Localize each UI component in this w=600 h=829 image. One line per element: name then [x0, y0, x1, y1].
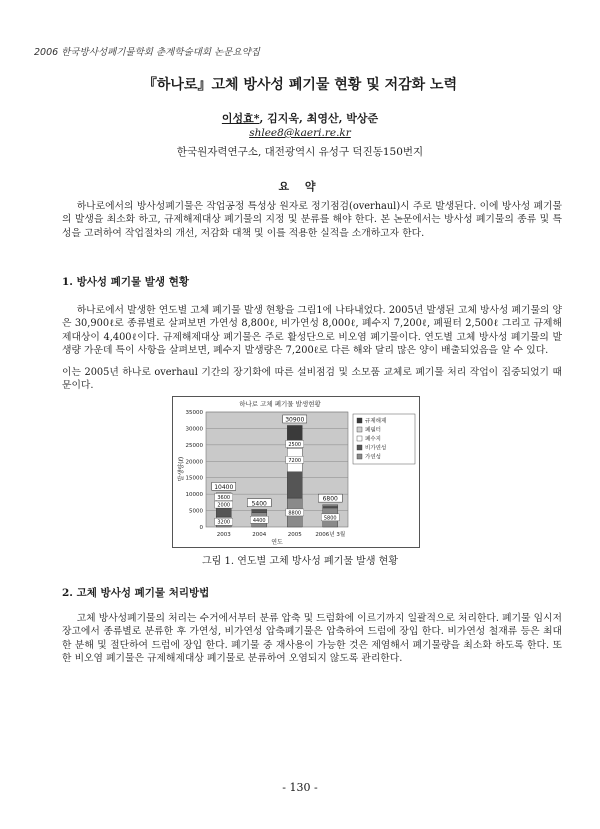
y-tick-label: 5000 [189, 508, 203, 515]
legend-swatch [357, 436, 362, 441]
data-label: 5800 [323, 515, 337, 522]
author-list [0, 110, 600, 126]
data-label: 7200 [288, 457, 302, 464]
data-label: 3600 [217, 495, 231, 502]
section1-heading: 1. 방사성 폐기물 발생 현황 [62, 276, 190, 288]
paper-title: 『하나로』고체 방사성 폐기물 현황 및 저감화 노력 [142, 77, 458, 93]
waste-generation-chart [172, 396, 420, 548]
legend-swatch [357, 427, 362, 432]
legend-label: 비가연성 [365, 445, 387, 452]
affiliation: 한국원자력연구소, 대전광역시 유성구 덕진동150번지 [176, 146, 424, 158]
bar-segment [323, 506, 338, 508]
bar-segment [252, 510, 267, 513]
bar-segment [216, 508, 231, 517]
section1-paragraph-2: 이는 2005년 하나로 overhaul 기간의 장기화에 따른 설비점검 및 소모품 교체로 폐기물 처리 작업이 집중되었기 때문이다. [62, 367, 562, 392]
first-author: 이성효* [221, 112, 260, 125]
x-axis-label: 연도 [271, 539, 283, 546]
total-label: 6800 [322, 495, 338, 503]
bar-segment [287, 472, 302, 498]
y-axis-label: 발생량(ℓ) [178, 456, 185, 482]
bar-segment [252, 509, 267, 510]
legend-swatch [357, 418, 362, 423]
section1-paragraph-1: 하나로에서 발생한 연도별 고체 폐기물 발생 현황을 그림1에 나타내었다. 2005년 발생된 고체 방사성 폐기물의 양은 30,900ℓ로 종류별로 살펴보면 가연성 8,800ℓ, 비가연성 8,000ℓ, 폐수지 7,200ℓ, 폐필터 2,500ℓ 그리고 규제해제대상이 4,400ℓ이다. 규제해제대상 폐기물은 주로 활성단으로 비오염 폐기물이다. 연도별 고체 방사성 폐기물의 발생량 가운데 특이 사항을 살펴보면, 폐수지 발생량은 7,200ℓ로 다른 해와 달리 많은 양이 배출되었음을 알 수 있다. [62, 305, 562, 357]
y-tick-label: 15000 [185, 475, 203, 482]
section2-heading: 2. 고체 방사성 폐기물 처리방법 [62, 587, 210, 599]
x-tick-label: 2004 [252, 532, 267, 538]
data-label: 8800 [288, 510, 302, 517]
x-tick-label: 2006년 3월 [315, 532, 346, 538]
data-label: 3200 [217, 519, 231, 526]
legend-label: 가연성 [365, 454, 381, 461]
total-label: 30900 [285, 416, 305, 424]
x-tick-label: 2003 [216, 532, 231, 538]
data-label: 2500 [288, 442, 302, 449]
total-label: 10400 [214, 483, 234, 491]
legend-swatch [357, 454, 362, 459]
legend-label: 폐필터 [365, 427, 381, 434]
abstract-heading: 요 약 [278, 180, 322, 193]
y-tick-label: 20000 [185, 459, 203, 466]
author-email: shlee8@kaeri.re.kr [249, 127, 351, 139]
y-tick-label: 10000 [185, 492, 203, 499]
conference-header: 2006 한국방사성폐기물학회 춘계학술대회 논문요약집 [34, 47, 260, 58]
bar-segment [287, 425, 302, 439]
data-label: 2000 [217, 502, 231, 509]
legend-label: 폐수지 [365, 436, 381, 443]
y-tick-label: 30000 [185, 426, 203, 433]
legend-label: 규제해제 [365, 418, 387, 425]
y-tick-label: 35000 [185, 410, 203, 416]
data-label: 4400 [252, 517, 266, 524]
bar-segment [323, 505, 338, 506]
abstract-text: 하나로에서의 방사성폐기물은 작업공정 특성상 원자로 정기점검(overhaul)시 주로 발생된다. 이에 방사성 폐기물의 발생을 최소화 하고, 규제해제대상 폐기물의 지정 및 분류를 해야 한다. 본 논문에서는 방사성 폐기물의 종류 및 특성을 고려하여 작업절차의 개선, 저감화 대책 및 이를 적용한 실적을 소개하고자 한다. [62, 201, 562, 239]
x-tick-label: 2005 [287, 532, 302, 538]
legend-swatch [357, 445, 362, 450]
co-authors: , 김지욱, 최영산, 박상준 [259, 112, 379, 125]
total-label: 5400 [251, 500, 267, 508]
y-tick-label: 25000 [185, 442, 203, 449]
chart-title: 하나로 고체 폐기물 발생현황 [239, 400, 321, 408]
figure-caption: 그림 1. 연도별 고체 방사성 폐기물 발생 현황 [201, 556, 398, 567]
page-number: - 130 - [282, 781, 318, 794]
chart-legend [353, 414, 415, 464]
y-tick-label: 0 [199, 525, 203, 531]
section2-paragraph: 고체 방사성폐기물의 처리는 수거에서부터 분류 압축 및 드럼화에 이르기까지 일괄적으로 처리한다. 폐기물 임시저장고에서 종류별로 분류한 후 가연성, 비가연성 압축폐기물은 압축하여 드럼에 장입 한다. 비가연성 철재류 등은 최대한 분해 및 절단하여 드럼에 장입 한다. 폐기물 중 재사용이 가능한 것은 제염해서 폐기물량을 최소화 하도록 한다. 또한 비오염 폐기물은 규제해제대상 폐기물로 분류하여 오염되지 않도록 관리한다. [62, 613, 562, 665]
